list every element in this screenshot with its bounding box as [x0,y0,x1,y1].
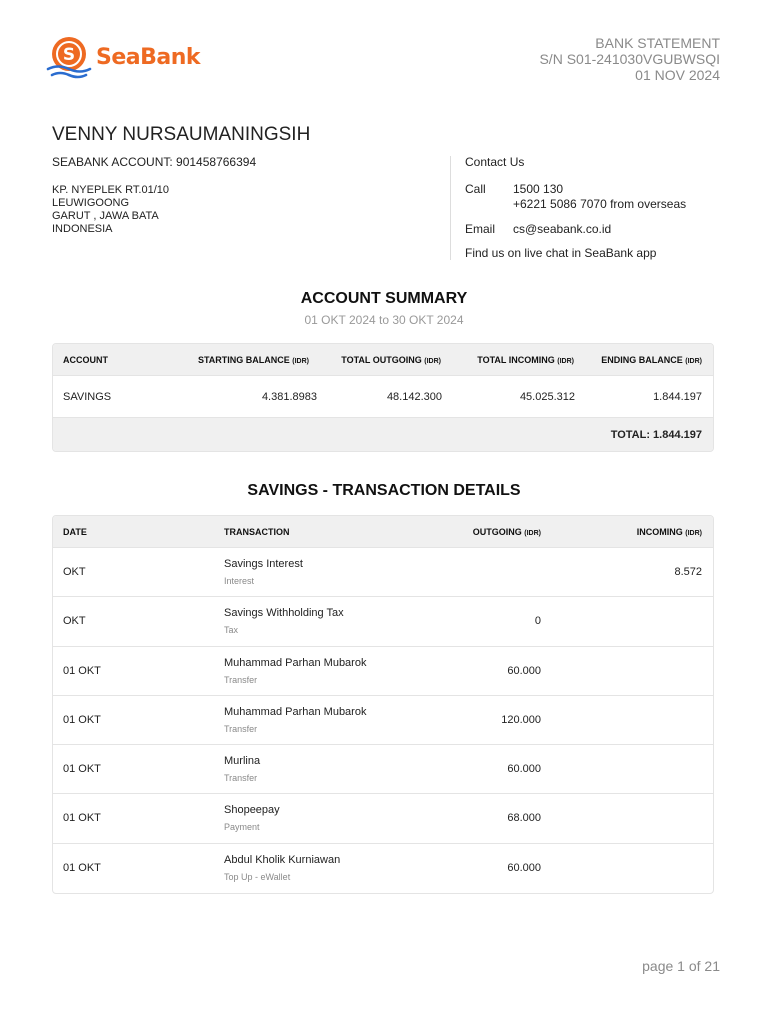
total-incoming: 45.025.312 [519,391,575,403]
col-ending-balance: ENDING BALANCE (IDR) [601,355,702,365]
col-outgoing: OUTGOING (IDR) [472,527,541,537]
page-number: page 1 of 21 [642,958,720,974]
account-holder-name: VENNY NURSAUMANINGSIH [52,124,311,145]
live-chat-note: Find us on live chat in SeaBank app [465,246,657,260]
transaction-date: 01 OKT [63,861,101,874]
statement-meta [539,35,720,83]
svg-text:S: S [62,45,76,65]
statement-period: 01 OKT 2024 to 30 OKT 2024 [304,313,464,327]
outgoing-amount: 60.000 [507,861,541,874]
brand-name: SeaBank [96,44,201,70]
transaction-name: Abdul Kholik Kurniawan [224,853,341,866]
transaction-type: Payment [224,822,260,833]
table-row [53,647,713,696]
col-total-incoming: TOTAL INCOMING (IDR) [477,355,574,365]
starting-balance: 4.381.8983 [261,391,317,403]
transaction-date: OKT [63,566,86,578]
address-line: INDONESIA [52,223,113,235]
address-line: KP. NYEPLEK RT.01/10 [52,184,169,196]
transaction-type: Transfer [224,773,258,784]
transaction-table [52,515,714,894]
table-header [53,344,713,376]
seabank-logo-icon [46,34,92,80]
statement-date: 01 NOV 2024 [635,67,720,83]
outgoing-amount: 60.000 [507,664,541,677]
col-total-outgoing: TOTAL OUTGOING (IDR) [341,355,441,365]
table-row [53,548,713,597]
transaction-date: 01 OKT [63,763,101,776]
table-row [53,376,713,418]
col-starting-balance: STARTING BALANCE (IDR) [197,355,309,365]
address-line: LEUWIGOONG [52,197,130,209]
col-account: ACCOUNT [63,355,108,365]
seabank-logo [46,34,200,80]
transaction-date: 01 OKT [63,713,101,726]
table-header [53,516,713,548]
transaction-name: Savings Interest [224,558,303,570]
outgoing-amount: 0 [534,615,541,628]
col-incoming: INCOMING (IDR) [636,527,702,537]
table-row [53,844,713,893]
transaction-name: Muhammad Parhan Mubarok [224,656,367,669]
account-type: SAVINGS [63,391,112,403]
transaction-details-title: SAVINGS - TRANSACTION DETAILS [247,482,521,499]
table-row [53,745,713,794]
summary-total: TOTAL: 1.844.197 [610,429,702,441]
contact-title: Contact Us [465,155,525,169]
incoming-amount: 8.572 [674,566,702,578]
account-number: SEABANK ACCOUNT: 901458766394 [52,155,257,169]
email-address: cs@seabank.co.id [513,222,612,236]
address-line: GARUT , JAWA BATA [52,210,159,222]
col-transaction: TRANSACTION [224,527,290,537]
transaction-type: Interest [224,576,255,586]
statement-serial: S/N S01-241030VGUBWSQI [539,51,720,67]
email-label: Email [465,222,496,236]
outgoing-amount: 68.000 [507,812,541,825]
call-overseas-number: +6221 5086 7070 from overseas [513,197,687,211]
table-row [53,794,713,843]
account-summary-table [52,343,714,452]
col-date: DATE [63,527,87,537]
outgoing-amount: 60.000 [507,763,541,776]
vertical-divider [450,156,451,260]
transaction-date: 01 OKT [63,664,101,677]
transaction-date: OKT [63,615,86,628]
transaction-name: Savings Withholding Tax [224,607,344,620]
transaction-type: Tax [224,625,239,636]
transaction-name: Shopeepay [224,804,280,817]
account-summary-title: ACCOUNT SUMMARY [300,290,468,307]
transaction-name: Murlina [224,755,261,768]
statement-type: BANK STATEMENT [595,35,720,51]
transaction-type: Transfer [224,674,258,685]
summary-total-row [53,418,713,451]
outgoing-amount: 120.000 [501,713,541,726]
transaction-type: Top Up - eWallet [224,871,291,882]
holder-address [52,184,169,236]
transaction-date: 01 OKT [63,812,101,825]
transaction-name: Muhammad Parhan Mubarok [224,705,367,718]
ending-balance: 1.844.197 [653,391,702,403]
table-row [53,597,713,646]
call-label: Call [465,182,486,196]
transaction-type: Transfer [224,723,258,734]
table-row [53,696,713,745]
call-number: 1500 130 [513,182,564,196]
total-outgoing: 48.142.300 [386,391,442,403]
